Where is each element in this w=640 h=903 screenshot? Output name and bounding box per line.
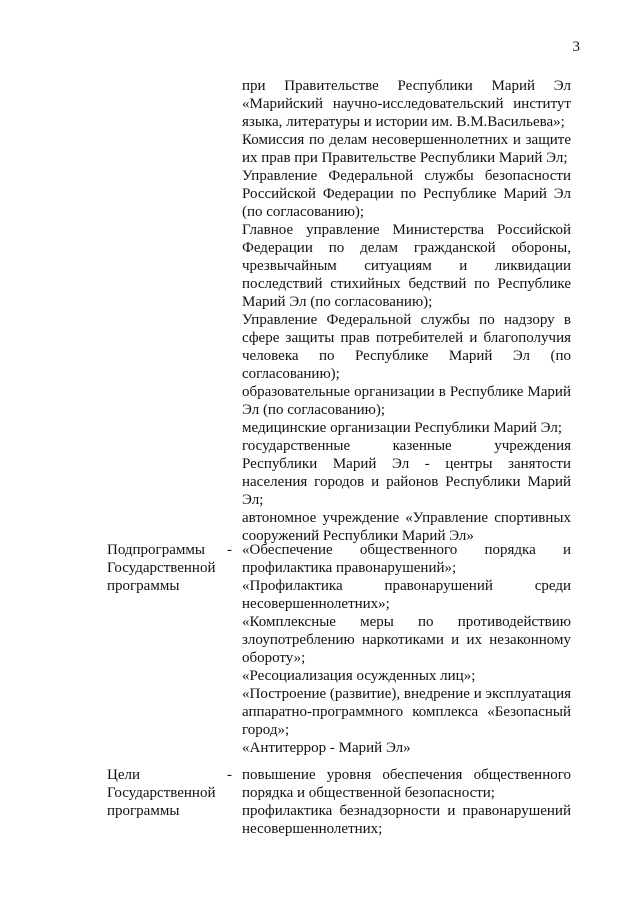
label-line: программы xyxy=(107,578,180,594)
list-item: «Профилактика правонарушений среди несовершеннолетних»; xyxy=(242,578,571,612)
goals-dash: - xyxy=(227,767,232,783)
subprograms-dash: - xyxy=(227,542,232,558)
list-item: «Построение (развитие), внедрение и эксплуатация аппаратно-программного комплекса «Безопасный город»; xyxy=(242,686,571,738)
label-line: Государственной xyxy=(107,785,216,801)
goals-label xyxy=(107,766,219,820)
list-item: повышение уровня обеспечения общественного порядка и общественной безопасности; xyxy=(242,767,571,801)
list-item: Управление Федеральной службы по надзору в сфере защиты прав потребителей и благополучия человека по Республике Марий Эл (по согласованию); xyxy=(242,312,571,382)
list-item: «Ресоциализация осужденных лиц»; xyxy=(242,668,476,684)
subprograms-list xyxy=(242,541,571,757)
list-item: автономное учреждение «Управление спортивных сооружений Республики Марий Эл» xyxy=(242,510,571,544)
list-item: Главное управление Министерства Российской Федерации по делам гражданской обороны, чрезвычайным ситуациям и ликвидации последствий стихийных бедствий по Республике Марий Эл (по согласованию); xyxy=(242,222,571,310)
subprograms-label xyxy=(107,541,219,595)
label-line: Подпрограммы xyxy=(107,542,205,558)
list-item: «Комплексные меры по противодействию злоупотреблению наркотиками и их незаконному обороту»; xyxy=(242,614,571,666)
list-item: «Антитеррор - Марий Эл» xyxy=(242,740,411,756)
list-item: «Обеспечение общественного порядка и профилактика правонарушений»; xyxy=(242,542,571,576)
goals-list xyxy=(242,766,571,838)
list-item: Комиссия по делам несовершеннолетних и защите их прав при Правительстве Республики Марий Эл; xyxy=(242,132,571,166)
label-line: программы xyxy=(107,803,180,819)
label-line: Государственной xyxy=(107,560,216,576)
list-item: образовательные организации в Республике Марий Эл (по согласованию); xyxy=(242,384,571,418)
label-line: Цели xyxy=(107,767,141,783)
list-item: при Правительстве Республики Марий Эл «Марийский научно-исследовательский институт языка, литературы и истории им. В.М.Васильева»; xyxy=(242,78,571,130)
page-number: 3 xyxy=(572,39,580,55)
list-item: государственные казенные учреждения Республики Марий Эл - центры занятости населения городов и районов Республики Марий Эл; xyxy=(242,438,571,508)
list-item: медицинские организации Республики Марий Эл; xyxy=(242,420,563,436)
executors-list xyxy=(242,77,571,545)
list-item: профилактика безнадзорности и правонарушений несовершеннолетних; xyxy=(242,803,571,837)
list-item: Управление Федеральной службы безопасности Российской Федерации по Республике Марий Эл (по согласованию); xyxy=(242,168,571,220)
